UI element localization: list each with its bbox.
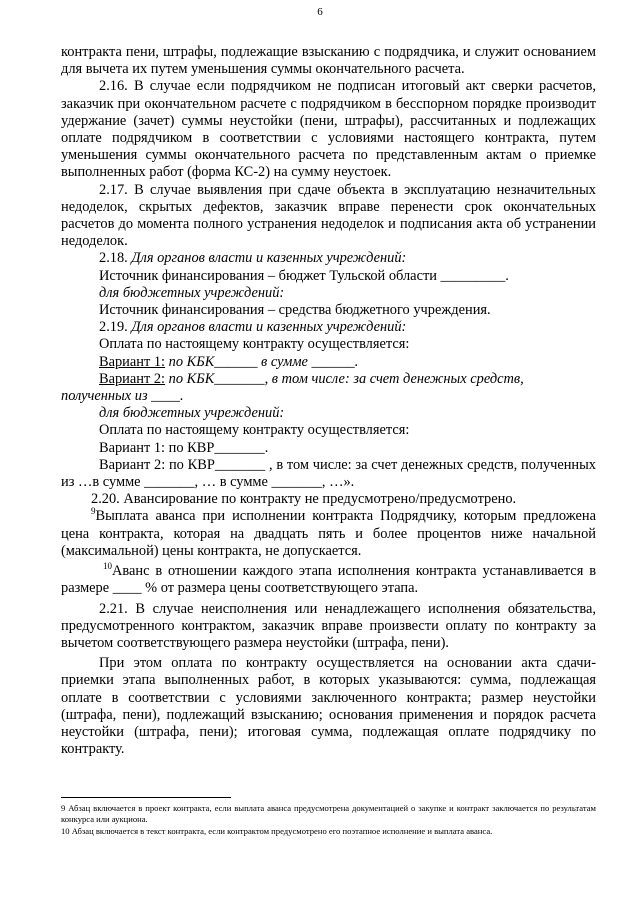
footnote-ref-9: 9 — [91, 506, 96, 517]
paragraph-2-19 — [61, 319, 596, 336]
footnote-9: 9 Абзац включается в проект контракта, если выплата аванса предусмотрена документацией о закупке и контракт заключается по результатам конкурса или аукциона. — [61, 803, 596, 824]
variant-text: по КБК_______, в том числе: за счет денежных средств, — [165, 370, 524, 387]
clause-heading-italic: Для органов власти и казенных учреждений: — [131, 319, 407, 336]
paragraph-continuation: контракта пени, штрафы, подлежащие взысканию с подрядчика, и служит основанием для вычета их путем уменьшения суммы окончательного расчета. — [61, 44, 596, 78]
variant-1-kbk — [61, 354, 596, 371]
paragraph-final: При этом оплата по контракту осуществляется на основании акта сдачи-приемки этапа выполненных работ, в которых указываются: сумма, подлежащая оплате в соответствии с условиями заключенного контракта; размер неустойки (штрафа, пени), подлежащий взысканию; основания применения и порядок расчета неустойки (штрафа, пени); итоговая сумма, подлежащая оплате подрядчику по контракту. — [61, 655, 596, 758]
variant-2-kvr: Вариант 2: по КВР_______ , в том числе: за счет денежных средств, полученных из …в сумме _______, … в сумме _______, …». — [61, 456, 596, 491]
paragraph-2-16: 2.16. В случае если подрядчиком не подписан итоговый акт сверки расчетов, заказчик при окончательном расчете с подрядчиком в бесспорном порядке производит удержание (зачет) суммы неустойки (пени, штрафы), рассчитанных и подлежащих оплате подрядчиком в соответствии с условиями настоящего контракта, путем уменьшения суммы окончательного расчета по представленным актам о приемке выполненных работ (форма КС-2) на сумму неустоек. — [61, 78, 596, 181]
payment-intro: Оплата по настоящему контракту осуществляется: — [99, 336, 410, 353]
footnote-ref-10: 10 — [103, 561, 112, 572]
clause-heading-italic: Для органов власти и казенных учреждений: — [131, 250, 407, 267]
variant-text: по КБК______ в сумме ______. — [165, 353, 359, 370]
footnote-10: 10 Абзац включается в текст контракта, если контрактом предусмотрено его поэтапное исполнение и выплата аванса. — [61, 826, 493, 836]
variant-2-kbk — [61, 371, 596, 388]
clause-number: 2.19. — [99, 319, 132, 336]
variant-1-kvr: Вариант 1: по КВР_______. — [99, 439, 269, 456]
advance-text: Выплата аванса при исполнении контракта Подрядчику, которым предложена цена контракта, которая на двадцать пять и более процентов ниже начальной (максимальной) цены контракта, не допускается. — [61, 508, 596, 559]
paragraph-2-21: 2.21. В случае неисполнения или ненадлежащего исполнения обязательства, предусмотренного контрактом, заказчик вправе произвести оплату по контракту за вычетом соответствующего размера неустойки (штрафа, пени). — [61, 600, 596, 651]
stage-advance-text: Аванс в отношении каждого этапа исполнения контракта устанавливается в размере ____ % от размера цены соответствующего этапа. — [61, 563, 596, 597]
page-number: 6 — [317, 6, 323, 18]
variant-label: Вариант 1: — [99, 353, 166, 370]
budget-institutions-label: для бюджетных учреждений: — [99, 405, 285, 422]
budget-institutions-label: для бюджетных учреждений: — [99, 284, 285, 301]
paragraph-stage-advance — [61, 563, 596, 597]
funding-source-institution: Источник финансирования – средства бюджетного учреждения. — [99, 302, 491, 319]
paragraph-2-20: 2.20. Авансирование по контракту не предусмотрено/предусмотрено. — [91, 491, 517, 508]
clause-number: 2.18. — [99, 250, 132, 267]
payment-intro: Оплата по настоящему контракту осуществляется: — [99, 422, 410, 439]
paragraph-2-17: 2.17. В случае выявления при сдаче объекта в эксплуатацию незначительных недоделок, скрытых дефектов, заказчик вправе перенести срок окончательных расчетов до момента полного устранения недоделок и подписания акта об устранении недоделок. — [61, 181, 596, 250]
funding-source-regional: Источник финансирования – бюджет Тульской области _________. — [99, 267, 509, 284]
paragraph-advance — [61, 508, 596, 560]
paragraph-2-18 — [61, 250, 596, 267]
footnote-separator — [61, 797, 231, 798]
footnotes — [61, 803, 596, 838]
variant-2-continuation: полученных из ____. — [61, 388, 184, 405]
variant-label: Вариант 2: — [99, 370, 166, 387]
document-body — [61, 44, 596, 758]
